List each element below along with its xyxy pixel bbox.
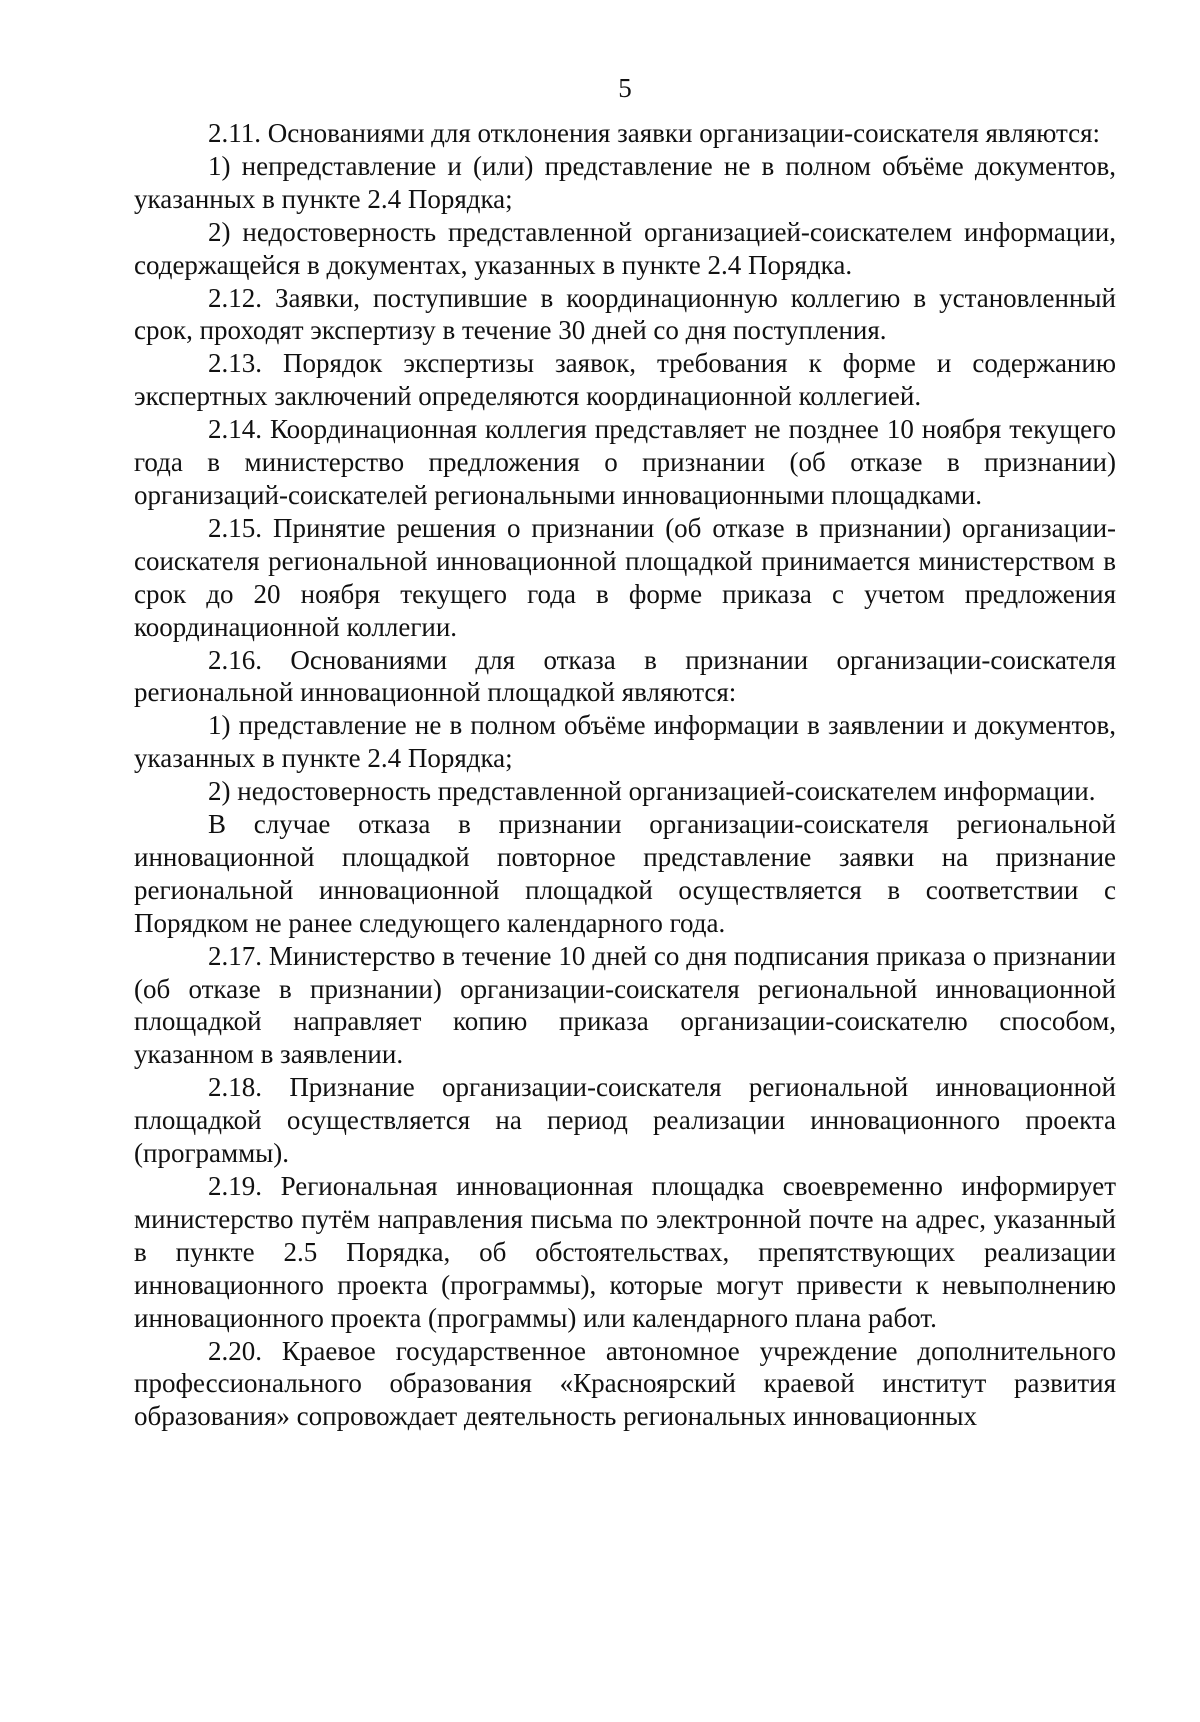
paragraph-text: Региональная инновационная площадка своевременно информирует министерство путём направления письма по электронной почте на адрес, указанный в пункте 2.5 Порядка, об обстоятельствах, препятствующих реализации инновационного проекта (программы), которые могут привести к невыполнению инновационного проекта (программы) или календарного плана работ.	[134, 1171, 1116, 1333]
paragraph-2-15	[134, 512, 1116, 644]
paragraph-text: Принятие решения о признании (об отказе в признании) организации-соискателя региональной инновационной площадкой принимается министерством в срок до 20 ноября текущего года в форме приказа с учетом предложения координационной коллегии.	[134, 512, 1117, 642]
paragraph-number: 1)	[208, 710, 231, 741]
paragraph-number: 2.13.	[208, 348, 262, 379]
paragraph-2-14	[134, 413, 1116, 512]
paragraph-2-18	[134, 1071, 1116, 1170]
paragraph-text: недостоверность представленной организацией-соискателем информации, содержащейся в документах, указанных в пункте 2.4 Порядка.	[134, 216, 1116, 280]
paragraph-2-11-item-2	[134, 216, 1116, 282]
paragraph-number: 2.16.	[208, 644, 262, 675]
paragraph-text: непредставление и (или) представление не в полном объёме документов, указанных в пункте 2.4 Порядка;	[134, 150, 1116, 214]
paragraph-2-11-item-1	[134, 150, 1116, 216]
paragraph-2-16	[134, 644, 1116, 710]
paragraph-number: 2.11.	[208, 118, 261, 148]
paragraph-number: 2)	[208, 216, 231, 247]
paragraph-number: 1)	[208, 150, 231, 181]
paragraph-2-12	[134, 282, 1116, 348]
paragraph-text: Основаниями для отклонения заявки организации-соискателя являются:	[267, 118, 1101, 148]
paragraph-text: недостоверность представленной организацией-соискателем информации.	[237, 776, 1096, 807]
page-number: 5	[618, 73, 632, 103]
paragraph-number: 2.14.	[208, 414, 262, 445]
paragraph-2-16-item-1	[134, 709, 1116, 775]
paragraph-number: 2.17.	[208, 940, 262, 971]
paragraph-text: Заявки, поступившие в координационную коллегию в установленный срок, проходят экспертизу в течение 30 дней со дня поступления.	[134, 282, 1116, 346]
paragraph-2-20	[134, 1335, 1116, 1434]
paragraph-text: Министерство в течение 10 дней со дня подписания приказа о признании (об отказе в признании) организации-соискателя региональной инновационной площадкой направляет копию приказа организации-соискателю способом, указанном в заявлении.	[134, 940, 1117, 1070]
paragraph-number: 2.15.	[208, 512, 262, 543]
paragraph-text: Основаниями для отказа в признании организации-соискателя региональной инновационной площадкой являются:	[134, 644, 1117, 708]
paragraph-number: 2)	[208, 776, 231, 807]
paragraph-2-17	[134, 940, 1116, 1072]
paragraph-number: 2.12.	[208, 282, 262, 313]
paragraph-text: В случае отказа в признании организации-соискателя региональной инновационной площадкой повторное представление заявки на признание региональной инновационной площадкой осуществляется в соответствии с Порядком не ранее следующего календарного года.	[134, 809, 1116, 938]
paragraph-number: 2.18.	[208, 1072, 262, 1103]
paragraph-number: 2.19.	[208, 1171, 262, 1201]
paragraph-text: представление не в полном объёме информации в заявлении и документов, указанных в пункте 2.4 Порядка;	[134, 710, 1116, 774]
paragraph-2-16-item-2	[134, 775, 1116, 808]
paragraph-2-11	[134, 117, 1116, 150]
paragraph-text: Краевое государственное автономное учреждение дополнительного профессионального образования «Красноярский краевой институт развития образования» сопровождает деятельность региональных инновационных	[134, 1335, 1116, 1432]
document-body	[134, 117, 1116, 1433]
paragraph-text: Признание организации-соискателя региональной инновационной площадкой осуществляется на период реализации инновационного проекта (программы).	[134, 1072, 1117, 1169]
paragraph-text: Координационная коллегия представляет не позднее 10 ноября текущего года в министерство предложения о признании (об отказе в признании) организаций-соискателей региональными инновационными площадками.	[134, 414, 1116, 510]
paragraph-text: Порядок экспертизы заявок, требования к форме и содержанию экспертных заключений определяются координационной коллегией.	[134, 348, 1117, 412]
paragraph-2-16-note	[134, 808, 1116, 940]
paragraph-2-13	[134, 347, 1116, 413]
paragraph-number: 2.20.	[208, 1335, 262, 1366]
paragraph-2-19	[134, 1170, 1116, 1335]
